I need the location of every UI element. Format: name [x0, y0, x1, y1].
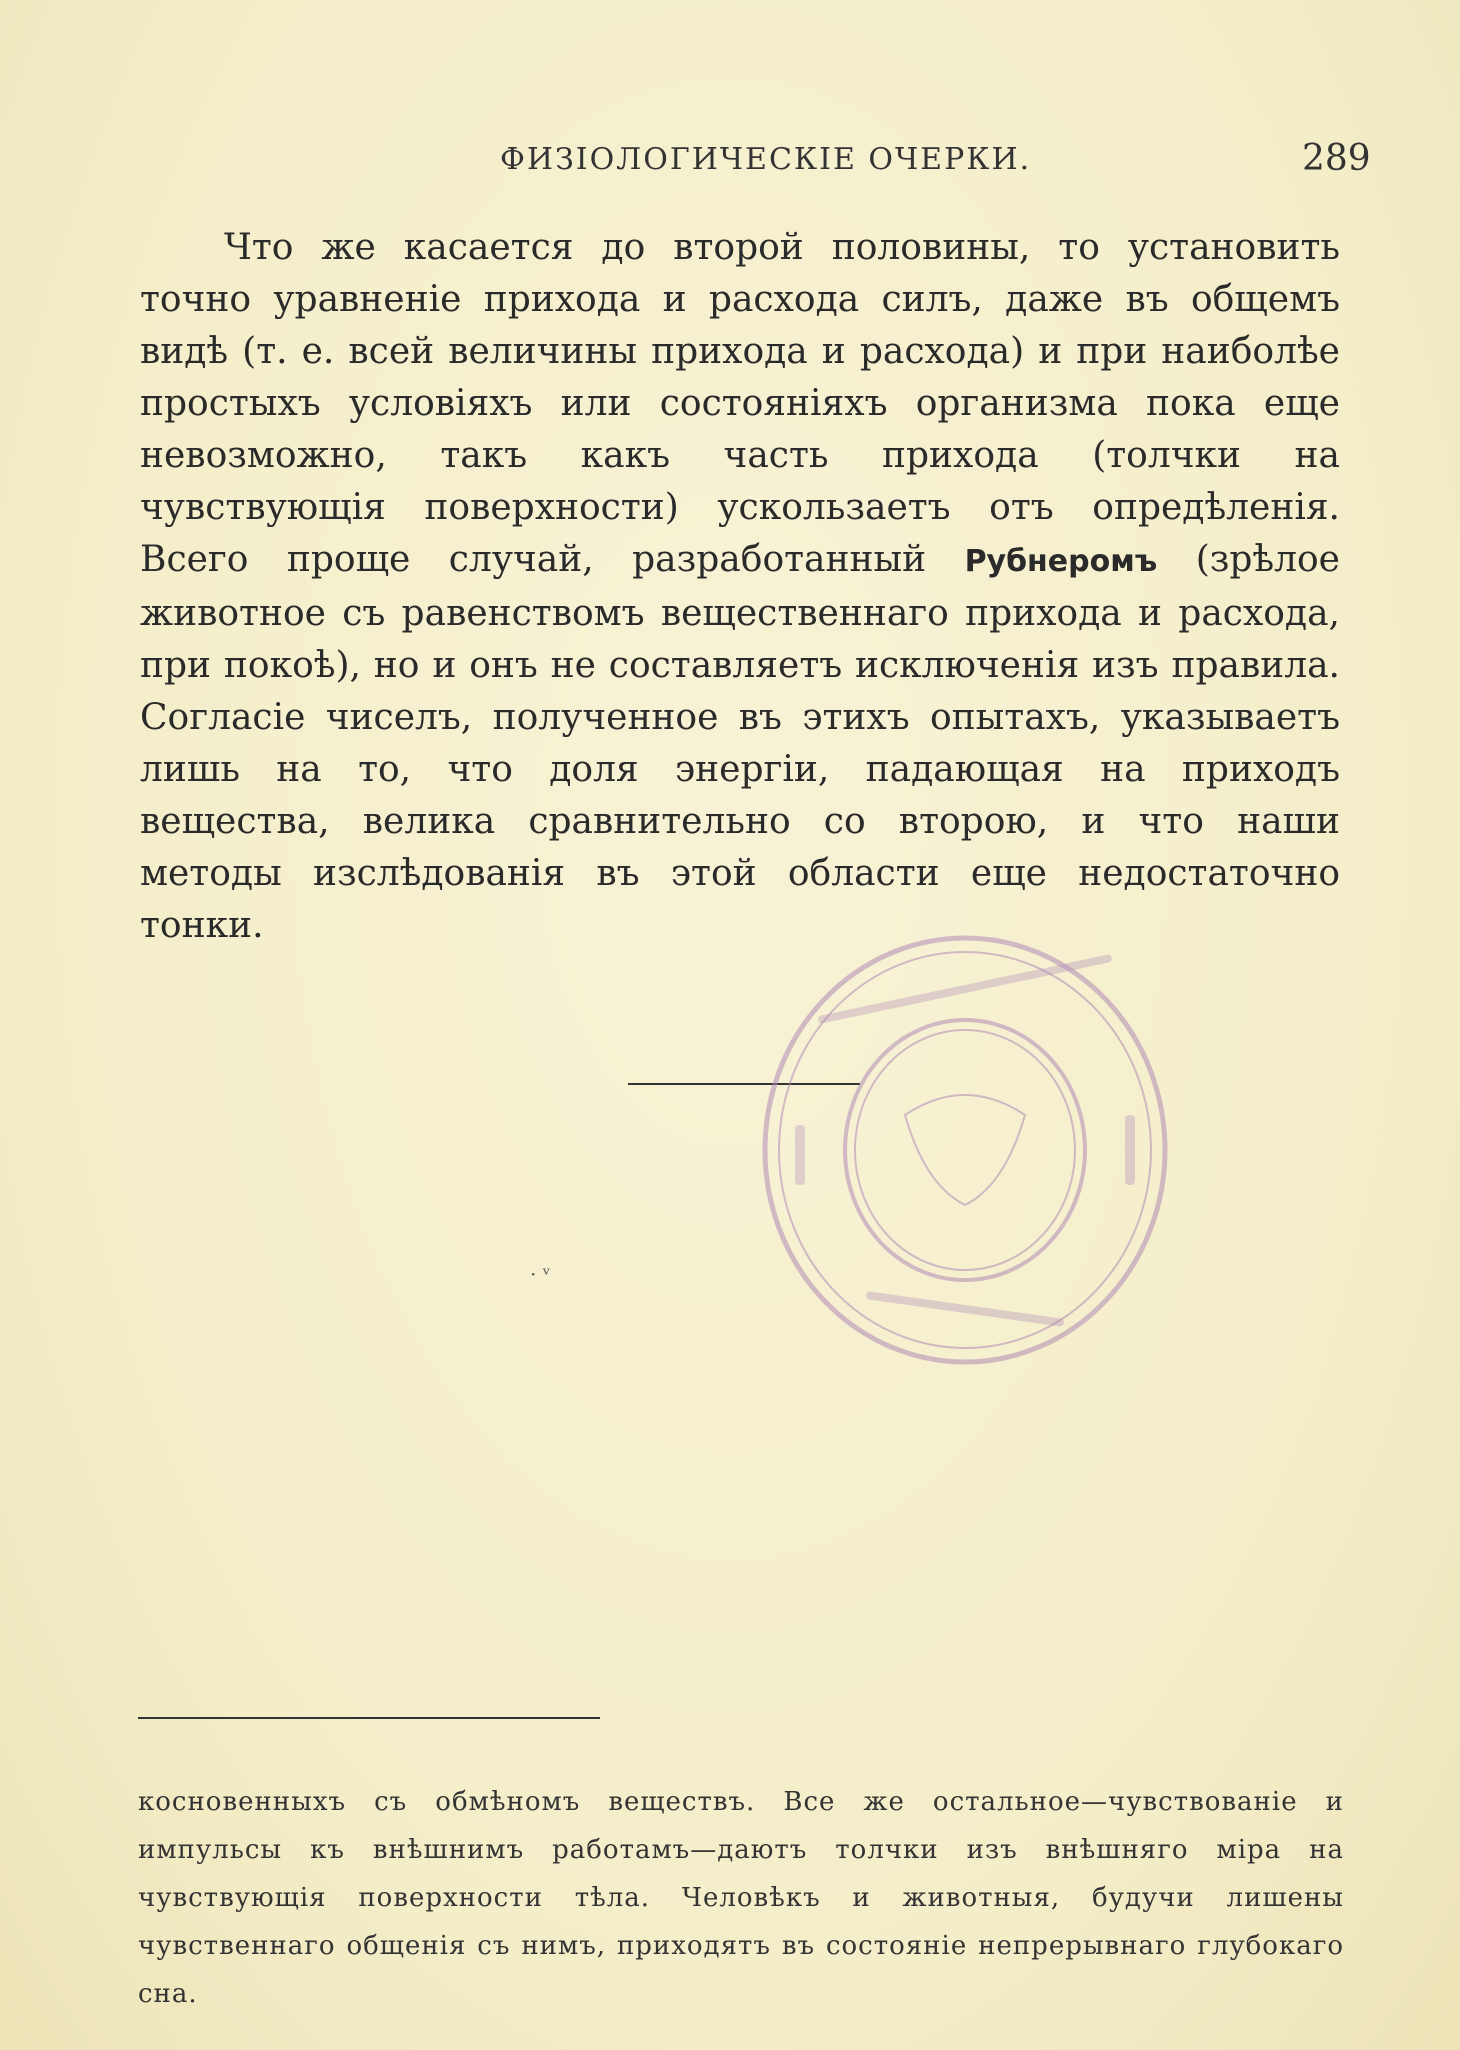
footnote: косновенныхъ съ обмѣномъ веществъ. Все же остальное—чувствованіе и импульсы къ внѣшнимъ работамъ—даютъ толчки изъ внѣшняго міра на чувствующія поверхности тѣла. Человѣкъ и животныя, будучи лишены чувственнаго общенія съ нимъ, приходятъ въ состояніе непрерывнаго глубокаго сна. [138, 1787, 1344, 2009]
author-name: Рубнеромъ [964, 544, 1158, 579]
main-paragraph [140, 222, 1340, 952]
page-number: 289 [1302, 138, 1371, 179]
paragraph-text-part-1: Что же касается до второй половины, то установить точно уравненіе прихода и расхода силъ, даже въ общемъ видѣ (т. е. всей величины прихода и расхода) и при наиболѣе простыхъ условіяхъ или состояніяхъ организма пока еще невозможно, такъ какъ часть прихода (толчки на чувствующія поверхности) ускользаетъ отъ опредѣленія. Всего проще случай, разработанный [140, 227, 1340, 580]
paragraph-text-part-2: (зрѣлое животное съ равенствомъ вещественнаго прихода и расхода, при покоѣ), но и онъ не составляетъ исключенія изъ правила. Согласіе чиселъ, полученное въ этихъ опытахъ, указываетъ лишь на то, что доля энергіи, падающая на приходъ вещества, велика сравнительно со второю, и что наши методы изслѣдованія въ этой области еще недостаточно тонки. [140, 539, 1340, 946]
library-stamp-icon [755, 925, 1175, 1375]
running-title: ФИЗІОЛОГИЧЕСКІЕ ОЧЕРКИ. [500, 142, 1032, 177]
page-specks: · ᵛ [530, 1262, 551, 1286]
footnote-rule [138, 1717, 600, 1719]
